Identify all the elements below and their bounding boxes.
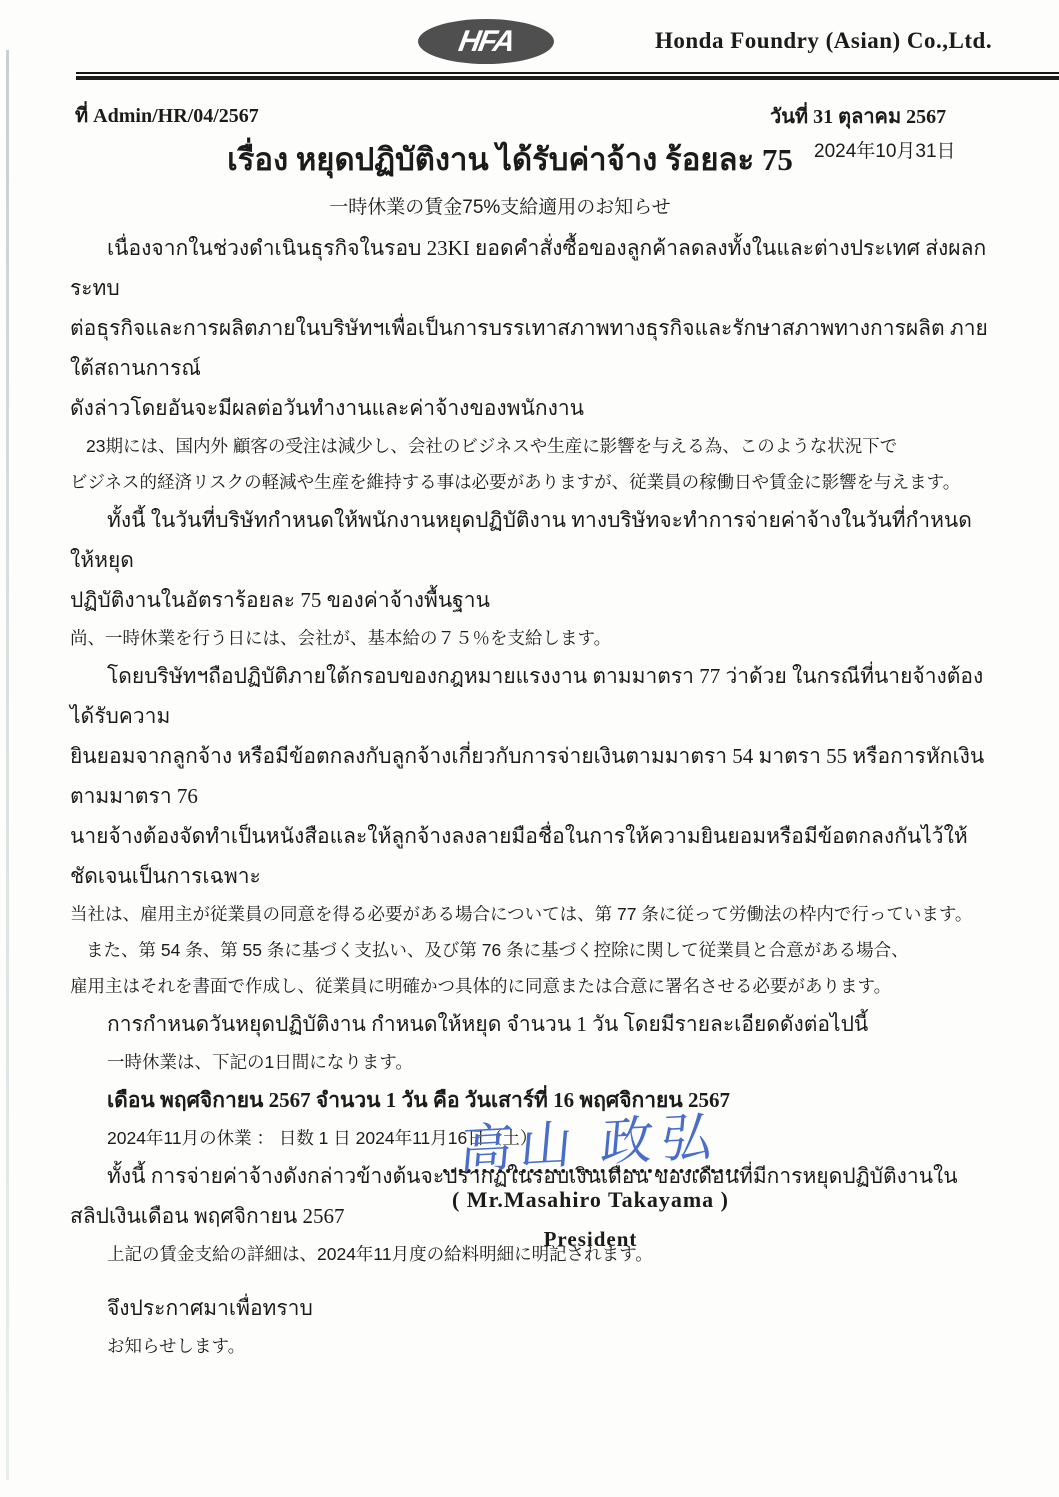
- body-line: ビジネス的経済リスクの軽減や生産を維持する事は必要がありますが、従業員の稼働日や賃金に影響を与えます。: [70, 472, 961, 492]
- body-line: 23期には、国内外 顧客の受注は減少し、会社のビジネスや生産に影響を与える為、このような状況下で: [86, 436, 898, 456]
- body-line: นายจ้างต้องจัดทำเป็นหนังสือและให้ลูกจ้างลงลายมือชื่อในการให้ความยินยอมหรือมีข้อตกลงกันไว้ให้ชัดเจนเป็นการเฉพาะ: [70, 824, 968, 888]
- body-line: ทั้งนี้ ในวันที่บริษัทกำหนดให้พนักงานหยุดปฏิบัติงาน ทางบริษัทจะทำการจ่ายค่าจ้างในวันที่กำหนดให้หยุด: [70, 508, 972, 572]
- header-divider-thick-line: [76, 76, 1059, 80]
- signature-block: [408, 1105, 773, 1252]
- hfa-logo: [418, 19, 554, 64]
- date-thai: วันที่ 31 ตุลาคม 2567: [770, 106, 947, 128]
- body-line: 2024年11月の休業 ： 日数 1 日 2024年11月16日（土）: [107, 1128, 538, 1148]
- header-divider-thin-line: [76, 72, 1059, 74]
- date-japanese: 2024年10月31日: [814, 141, 956, 162]
- header-divider: [76, 72, 1059, 81]
- body-line: ดังล่าวโดยอันจะมีผลต่อวันทำงานและค่าจ้างของพนักงาน: [70, 396, 584, 420]
- body-line: お知らせします。: [107, 1336, 246, 1356]
- body-line: また、第 54 条、第 55 条に基づく支払い、及び第 76 条に基づく控除に関して従業員と合意がある場合、: [86, 940, 909, 960]
- subject-title-thai: เรื่อง หยุดปฏิบัติงาน ได้รับค่าจ้าง ร้อยละ 75: [227, 142, 793, 177]
- body-line: เดือน พฤศจิกายน 2567 จำนวน 1 วัน คือ วันเสาร์ที่ 16 พฤศจิกายน 2567: [107, 1088, 730, 1112]
- body-line: 当社は、雇用主が従業員の同意を得る必要がある場合については、第 77 条に従って労働法の枠内で行っています。: [70, 904, 973, 924]
- company-name: Honda Foundry (Asian) Co.,Ltd.: [655, 28, 993, 53]
- scan-artifact-line: [6, 50, 9, 1480]
- reference-number: ที่ Admin/HR/04/2567: [75, 105, 259, 127]
- subject-title-japanese: 一時休業の賃金75%支給適用のお知らせ: [329, 197, 671, 218]
- signer-title: President: [543, 1227, 638, 1251]
- body-line: การกำหนดวันหยุดปฏิบัติงาน กำหนดให้หยุด จำนวน 1 วัน โดยมีรายละเอียดดังต่อไปนี้: [107, 1012, 869, 1036]
- body-line: เนื่องจากในช่วงดำเนินธุรกิจในรอบ 23KI ยอดคำสั่งซื้อของลูกค้าลดลงทั้งในและต่างประเทศ ส่งผลกระทบ: [70, 236, 987, 300]
- signer-name: ( Mr.Masahiro Takayama ): [451, 1187, 730, 1212]
- body-line: ปฏิบัติงานในอัตราร้อยละ 75 ของค่าจ้างพื้นฐาน: [70, 588, 490, 612]
- body-line: ต่อธุรกิจและการผลิตภายในบริษัทฯเพื่อเป็นการบรรเทาสภาพทางธุรกิจและรักษาสภาพทางการผลิต ภายใต้สถานการณ์: [70, 316, 988, 380]
- hfa-logo-text: HFA: [456, 24, 516, 58]
- body-line: โดยบริษัทฯถือปฏิบัติภายใต้กรอบของกฎหมายแรงงาน ตามมาตรา 77 ว่าด้วย ในกรณีที่นายจ้างต้องได้รับความ: [70, 664, 984, 728]
- body-line: 上記の賃金支給の詳細は、2024年11月度の給料明細に明記されます。: [107, 1244, 653, 1264]
- body-line: สลิปเงินเดือน พฤศจิกายน 2567: [70, 1204, 345, 1228]
- handwritten-signature: 高山 政弘: [457, 1108, 724, 1180]
- body-line: 一時休業は、下記の1日間になります。: [107, 1052, 413, 1072]
- body-line: 雇用主はそれを書面で作成し、従業員に明確かつ具体的に同意または合意に署名させる必要があります。: [70, 976, 892, 996]
- body-line: ทั้งนี้ การจ่ายค่าจ้างดังกล่าวข้างต้นจะปรากฏในรอบเงินเดือน ของเดือนที่มีการหยุดปฏิบัติงานใน: [107, 1164, 958, 1188]
- body-line: จึงประกาศมาเพื่อทราบ: [107, 1296, 313, 1320]
- body-line: 尚、一時休業を行う日には、会社が、基本給の７５％を支給します。: [70, 628, 612, 648]
- body-line: ยินยอมจากลูกจ้าง หรือมีข้อตกลงกับลูกจ้างเกี่ยวกับการจ่ายเงินตามมาตรา 54 มาตรา 55 หรือการหักเงินตามมาตรา 76: [70, 744, 985, 808]
